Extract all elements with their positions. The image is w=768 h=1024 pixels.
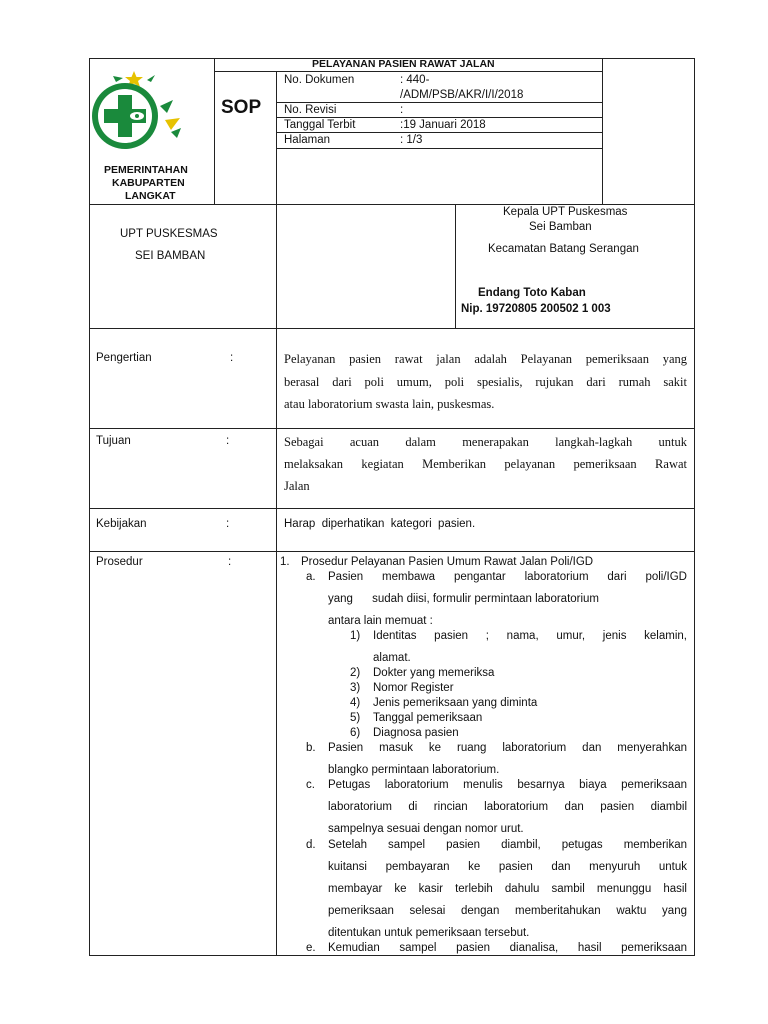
sub-1-text-cont: alamat. [373, 652, 411, 664]
leaf-icon [147, 75, 155, 82]
leaf-icon [113, 76, 123, 82]
sub-2-text: Dokter yang memeriksa [373, 667, 495, 679]
signatory-line-3: Kecamatan Batang Serangan [488, 243, 639, 255]
frame-left [89, 58, 90, 956]
header-divider-sop [276, 71, 277, 204]
sub-3-text: Nomor Register [373, 682, 454, 694]
sub-4-text: Jenis pemeriksaan yang diminta [373, 697, 538, 709]
prosedur-item1: Prosedur Pelayanan Pasien Umum Rawat Jalan Poli/IGD [301, 556, 594, 568]
signatory-line-2: Sei Bamban [529, 221, 592, 233]
label-pengertian: Pengertian [96, 352, 152, 364]
step-b-line-2: blangko permintaan laboratorium. [328, 764, 500, 776]
row-line-kebijakan [89, 551, 695, 552]
tujuan-line-3: Jalan [284, 479, 310, 493]
unit-line-1: UPT PUSKESMAS [120, 228, 218, 240]
frame-bottom [89, 955, 695, 956]
pengertian-line-1: Pelayanan pasien rawat jalan adalah Pelayanan pemeriksaan yang [284, 352, 687, 366]
signatory-divider [455, 204, 456, 328]
signatory-name: Endang Toto Kaban [478, 287, 586, 299]
sub-3-marker: 3) [350, 682, 361, 694]
label-prosedur: Prosedur [96, 556, 143, 568]
step-d-line-5: ditentukan untuk pemeriksaan tersebut. [328, 927, 530, 939]
section-divider [276, 328, 277, 955]
row-line-tujuan [89, 508, 695, 509]
meta-value-halaman: : 1/3 [400, 134, 423, 146]
unit-divider [276, 204, 277, 328]
step-e-marker: e. [306, 942, 316, 954]
tujuan-line-2: melaksakan kegiatan Memberikan pelayanan pemeriksaan Rawat [284, 457, 687, 471]
step-c-line-2: laboratorium di rincian laboratorium dan pasien diambil [328, 801, 687, 813]
page-title: PELAYANAN PASIEN RAWAT JALAN [312, 58, 495, 70]
signatory-line-1: Kepala UPT Puskesmas [503, 206, 628, 218]
pengertian-line-3: atau laboratorium swasta lain, puskesmas. [284, 397, 495, 411]
meta-label-dokumen: No. Dokumen [284, 74, 355, 86]
sub-1-text: Identitas pasien ; nama, umur, jenis kelamin, [373, 630, 687, 642]
title-underline [214, 71, 603, 72]
colon-tujuan: : [226, 435, 230, 447]
puskesmas-logo [85, 68, 185, 158]
meta-value-tanggal: :19 Januari 2018 [400, 119, 486, 131]
step-c-line-3: sampelnya sesuai dengan nomor urut. [328, 823, 524, 835]
step-d-line-3: membayar ke kasir terlebih dahulu sambil menunggu hasil [328, 883, 687, 895]
signatory-nip: Nip. 19720805 200502 1 003 [461, 303, 611, 315]
tujuan-line-1: Sebagai acuan dalam menerapakan langkah-lagkah untuk [284, 435, 687, 449]
label-tujuan: Tujuan [96, 435, 131, 447]
step-a-line-3: antara lain memuat : [328, 615, 433, 627]
step-c-marker: c. [306, 779, 315, 791]
meta-label-tanggal: Tanggal Terbit [284, 119, 356, 131]
step-d-line-1: Setelah sampel pasien diambil, petugas memberikan [328, 839, 687, 851]
meta-value-dokumen: : 440- [400, 74, 430, 86]
sub-5-text: Tanggal pemeriksaan [373, 712, 483, 724]
header-divider-logo [214, 58, 215, 204]
sub-5-marker: 5) [350, 712, 361, 724]
unit-line-2: SEI BAMBAN [135, 250, 206, 262]
meta-label-halaman: Halaman [284, 134, 331, 146]
step-b-marker: b. [306, 742, 316, 754]
pengertian-line-2: berasal dari poli umum, poli spesialis, rujukan dari rumah sakit [284, 375, 687, 389]
meta-value-revisi: : [400, 104, 404, 116]
step-a-line-2: yang sudah diisi, formulir permintaan laboratorium [328, 593, 600, 605]
header-divider-meta [602, 58, 603, 204]
sop-label: SOP [221, 97, 262, 118]
frame-right [694, 58, 695, 956]
label-kebijakan: Kebijakan [96, 518, 147, 530]
row-line-unit [89, 328, 695, 329]
meta-value-dokumen-cont: /ADM/PSB/AKR/I/I/2018 [400, 89, 524, 101]
institution-line-3: LANGKAT [125, 190, 176, 202]
step-d-marker: d. [306, 839, 316, 851]
sub-6-marker: 6) [350, 727, 361, 739]
meta-label-revisi: No. Revisi [284, 104, 337, 116]
institution-line-1: PEMERINTAHAN [104, 164, 188, 176]
sub-1-marker: 1) [350, 630, 361, 642]
institution-line-2: KABUPARTEN [112, 177, 185, 189]
colon-pengertian: : [230, 352, 234, 364]
step-a-marker: a. [306, 571, 316, 583]
row-line-pengertian [89, 428, 695, 429]
prosedur-item1-marker: 1. [280, 556, 290, 568]
step-a-line-1: Pasien membawa pengantar laboratorium dari poli/IGD [328, 571, 687, 583]
kebijakan-text: Harap diperhatikan kategori pasien. [284, 518, 476, 530]
sub-6-text: Diagnosa pasien [373, 727, 459, 739]
colon-prosedur: : [228, 556, 232, 568]
sub-4-marker: 4) [350, 697, 361, 709]
step-e-line-1: Kemudian sampel pasien dianalisa, hasil pemeriksaan [328, 942, 687, 954]
step-b-line-1: Pasien masuk ke ruang laboratorium dan menyerahkan [328, 742, 687, 754]
colon-kebijakan: : [226, 518, 230, 530]
sub-2-marker: 2) [350, 667, 361, 679]
step-d-line-4: pemeriksaan selesai dengan memberitahukan waktu yang [328, 905, 687, 917]
step-d-line-2: kuitansi pembayaran ke pasien dan menyuruh untuk [328, 861, 687, 873]
meta-row-line-4 [276, 148, 603, 149]
step-c-line-1: Petugas laboratorium menulis besarnya biaya pemeriksaan [328, 779, 687, 791]
